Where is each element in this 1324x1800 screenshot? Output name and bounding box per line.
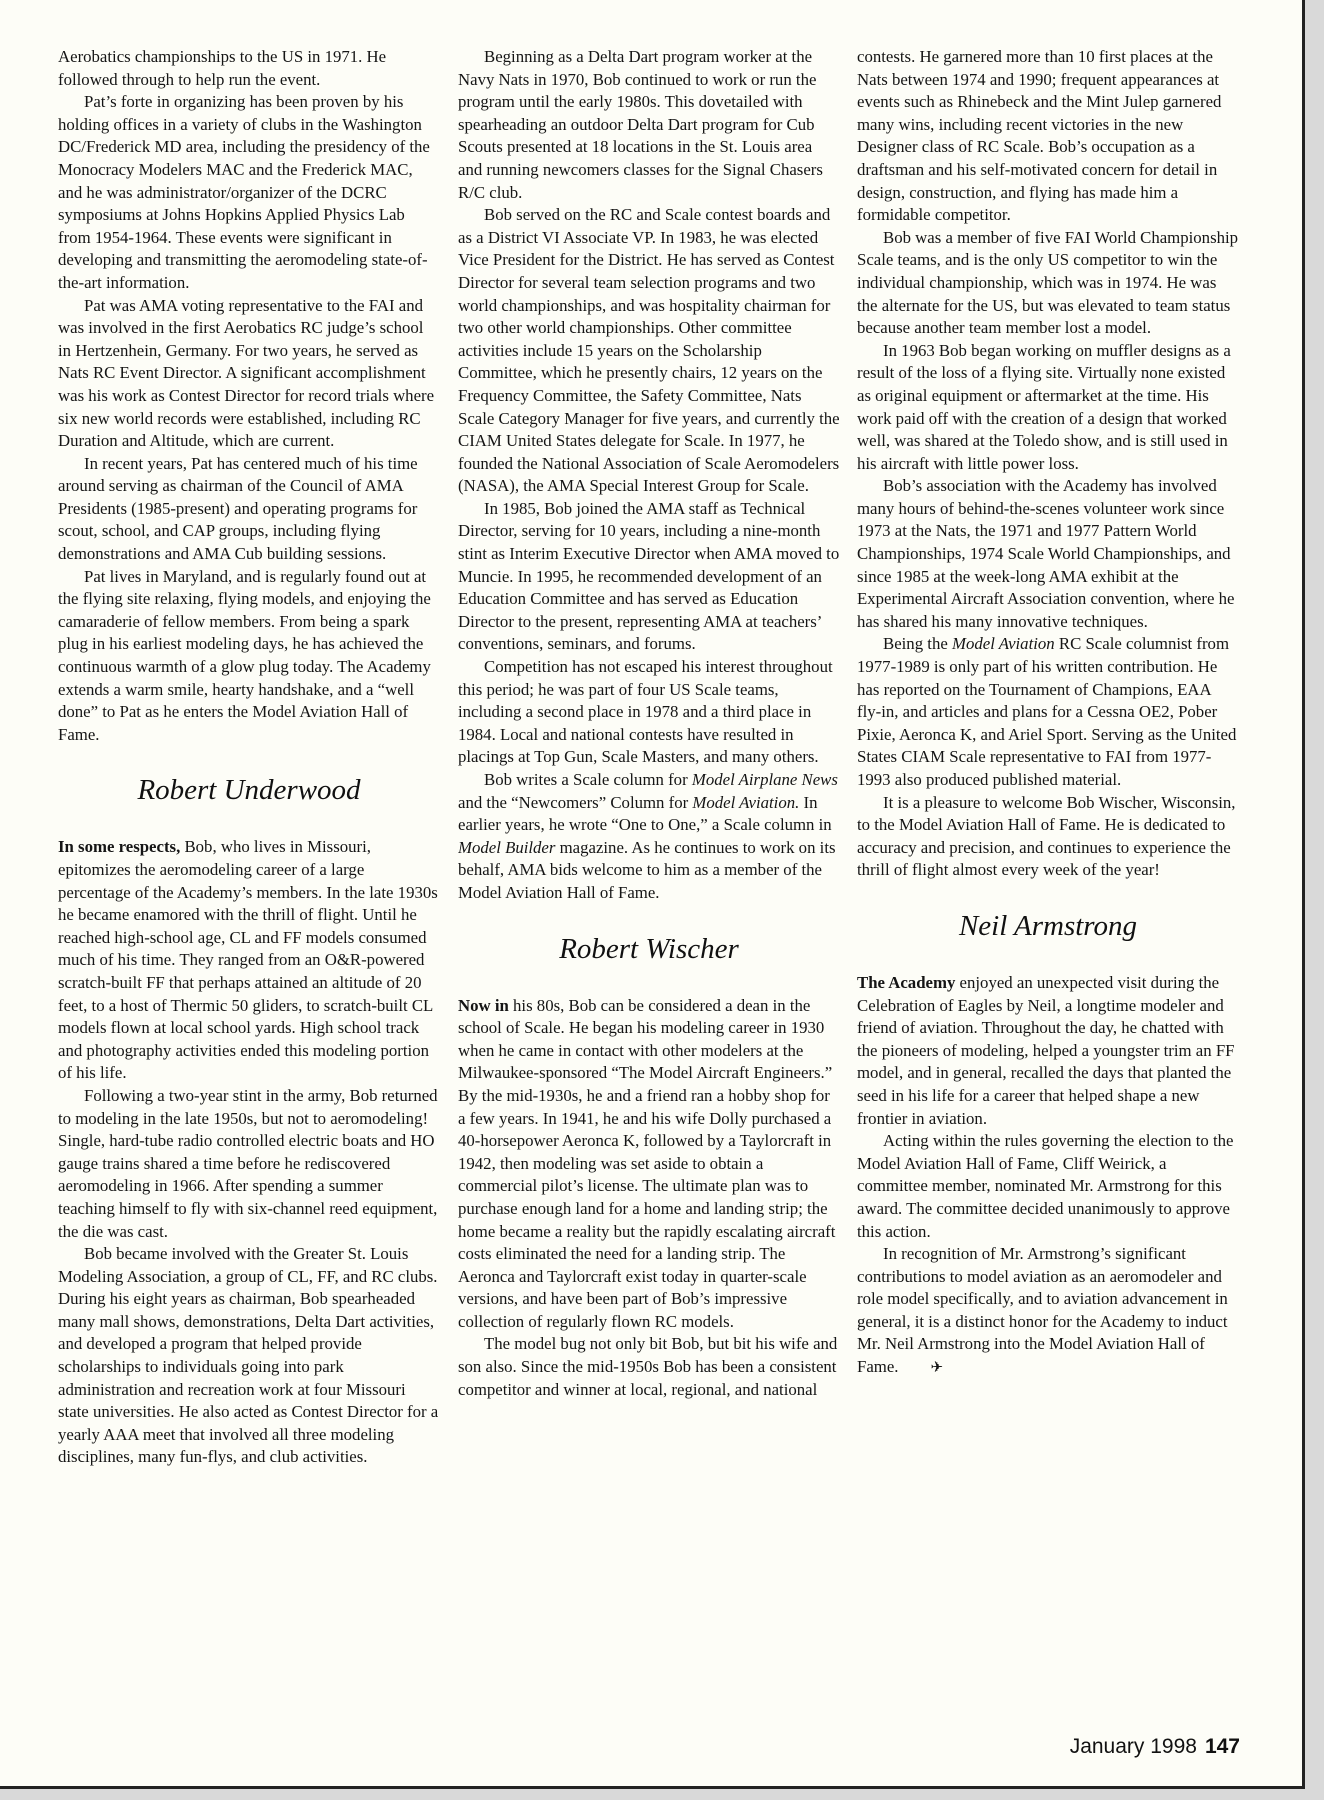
paragraph: Bob’s association with the Academy has involved many hours of behind-the-scenes volunteer work since 1973 at the Nats, the 1971 and 1977 Pattern World Championships, 1974 Scale World Championships, and since 1985 at the week-long AMA exhibit at the Experimental Aircraft Association convention, where he has shared his many innovative techniques. xyxy=(857,476,1235,631)
paragraph: Acting within the rules governing the election to the Model Aviation Hall of Fame, Cliff Weirick, a committee member, nominated Mr. Armstrong for this award. The committee decided unanimously to approve this action. xyxy=(857,1131,1234,1241)
lead-in-text: Now in xyxy=(458,995,509,1015)
paragraph: The model bug not only bit Bob, but bit his wife and son also. Since the mid-1950s Bob has been a consistent competitor and winner at local, regional, and national xyxy=(458,1334,838,1399)
paragraph: Bob became involved with the Greater St. Louis Modeling Association, a group of CL, FF, and RC clubs. During his eight years as chairman, Bob spearheaded many mall shows, demonstrations, Delta Dart activities, and developed a program that helped provide scholarships to individuals going into park administration and recreation work at four Missouri state universities. He also acted as Contest Director for a yearly AAA meet that involved all three modeling disciplines, many fun-flys, and club activities. xyxy=(58,1244,439,1467)
paragraph-text: Being the xyxy=(883,634,952,654)
column-middle xyxy=(458,46,840,1726)
paragraph: It is a pleasure to welcome Bob Wischer, Wisconsin, to the Model Aviation Hall of Fame. He is dedicated to accuracy and precision, and continues to experience the thrill of flight almost every week of the year! xyxy=(857,792,1236,880)
paragraph-text: enjoyed an unexpected visit during the Celebration of Eagles by Neil, a longtime modeler and friend of aviation. Throughout the day, he chatted with the pioneers of modeling, helped a youngster trim an FF model, and in general, recalled the days that planted the seed in his life for a career that helped shape a new frontier in aviation. xyxy=(857,972,1235,1128)
paragraph: Bob was a member of five FAI World Championship Scale teams, and is the only US competitor to win the individual championship, which was in 1974. He was the alternate for the US, but was elevated to team status because another team member lost a model. xyxy=(857,227,1239,338)
paragraph: In 1963 Bob began working on muffler designs as a result of the loss of a flying site. Virtually none existed as original equipment or aftermarket at the time. His work paid off with the creation of a design that worked well, was shared at the Toledo show, and is still used in his aircraft with little power loss. xyxy=(857,340,1231,473)
paragraph-text: RC Scale columnist from 1977-1989 is only part of his written contribution. He has reported on the Tournament of Champions, EAA fly-in, and articles and plans for a Cessna OE2, Pober Pixie, Aeronca K, and Ariel Sport. Serving as the United States CIAM Scale representative to FAI from 1977-1993 also produced published material. xyxy=(857,634,1237,789)
paragraph: Following a two-year stint in the army, Bob returned to modeling in the late 1950s, but not to aeromodeling! Single, hard-tube radio controlled electric boats and HO gauge trains shared a time before he rediscovered aeromodeling in 1966. After spending a summer teaching himself to fly with six-channel reed equipment, the die was cast. xyxy=(58,1085,438,1241)
publication-title: Model Aviation. xyxy=(692,792,800,812)
paragraph-text: his 80s, Bob can be considered a dean in the school of Scale. He began his modeling career in 1930 when he came in contact with other modelers at the Milwaukee-sponsored “The Model Aircraft Engineers.” By the mid-1930s, he and a friend ran a hobby shop for a few years. In 1941, he and his wife Dolly purchased a 40-horsepower Aeronca K, followed by a Taylorcraft in 1942, then modeling was set aside to obtain a commercial pilot’s license. The ultimate plan was to purchase enough land for a home and landing strip; the home became a reality but the rapidly escalating aircraft costs eliminated the need for a landing strip. The Aeronca and Taylorcraft exist today in quarter-scale versions, and have been part of Bob’s impressive collection of regularly flown RC models. xyxy=(458,995,836,1331)
page-number: 147 xyxy=(1204,1735,1240,1758)
paragraph xyxy=(857,972,1239,1130)
paragraph-text: In recognition of Mr. Armstrong’s significant contributions to model aviation as an aeromodeler and role model specifically, and to aviation advancement in general, it is a distinct honor for the Academy to induct Mr. Neil Armstrong into the Model Aviation Hall of Fame. xyxy=(857,1244,1228,1377)
paragraph: In recent years, Pat has centered much of his time around serving as chairman of the Council of AMA Presidents (1985-present) and operating programs for scout, school, and CAP groups, including flying demonstrations and AMA Cub building sessions. xyxy=(58,453,418,564)
paragraph-text: and the “Newcomers” Column for xyxy=(458,792,693,812)
lead-in-text: In some respects, xyxy=(58,837,181,857)
section-heading-neil-armstrong: Neil Armstrong xyxy=(958,909,1138,942)
paragraph: Aerobatics championships to the US in 1971. He followed through to help run the event. xyxy=(58,47,387,89)
paragraph-text: In earlier years, he wrote “One to One,” a Scale column in xyxy=(458,792,832,835)
issue-date: January 1998 xyxy=(1069,1735,1197,1758)
paragraph xyxy=(58,836,440,1085)
page-footer xyxy=(1070,1735,1240,1759)
paragraph: contests. He garnered more than 10 first places at the Nats between 1974 and 1990; frequent appearances at events such as Rhinebeck and the Mint Julep garnered many wins, including recent victories in the new Designer class of RC Scale. Bob’s occupation as a draftsman and his self-motivated concern for detail in design, construction, and flying has made him a formidable competitor. xyxy=(857,47,1222,225)
paragraph: Pat’s forte in organizing has been proven by his holding offices in a variety of clubs in the Washington DC/Frederick MD area, including the presidency of the Monocracy Modelers MAC and the Frederick MAC, and he was administrator/organizer of the DCRC symposiums at Johns Hopkins Applied Physics Lab from 1954-1964. These events were significant in developing and transmitting the aeromodeling state-of-the-art information. xyxy=(58,92,430,292)
paragraph: Competition has not escaped his interest throughout this period; he was part of four US Scale teams, including a second place in 1978 and a third place in 1984. Local and national contests have resulted in placings at Top Gun, Scale Masters, and many others. xyxy=(458,657,833,767)
airplane-icon: ✈ xyxy=(930,1360,944,1377)
paragraph xyxy=(458,995,840,1334)
publication-title: Model Airplane News xyxy=(691,770,838,789)
paragraph xyxy=(458,769,840,905)
paragraph xyxy=(857,1243,1239,1380)
paragraph-text: Bob, who lives in Missouri, epitomizes the aeromodeling career of a large percentage of the Academy’s members. In the late 1930s he became enamored with the thrill of flight. Until he reached high-school age, CL and FF models consumed much of his time. They ranged from an O&R-powered scratch-built FF that perhaps attained an altitude of 20 feet, to a host of Thermic 50 gliders, to scratch-built CL models flown at local school yards. High school track and photography activities ended this modeling portion of his life. xyxy=(58,837,438,1083)
section-heading-robert-wischer: Robert Wischer xyxy=(559,932,739,965)
paragraph xyxy=(857,633,1239,791)
column-right xyxy=(857,46,1239,1726)
publication-title: Model Builder xyxy=(458,837,556,857)
paragraph-text: Bob writes a Scale column for xyxy=(484,770,692,789)
column-left xyxy=(58,46,440,1726)
paragraph: In 1985, Bob joined the AMA staff as Technical Director, serving for 10 years, including a nine-month stint as Interim Executive Director when AMA moved to Muncie. In 1995, he recommended development of an Education Committee and has served as Education Director to the present, representing AMA at teachers’ conventions, seminars, and forums. xyxy=(458,498,840,654)
paragraph: Pat lives in Maryland, and is regularly found out at the flying site relaxing, flying models, and enjoying the camaraderie of fellow members. From being a spark plug in his earliest modeling days, he has achieved the continuous warmth of a glow plug today. The Academy extends a warm smile, hearty handshake, and a “well done” to Pat as he enters the Model Aviation Hall of Fame. xyxy=(58,566,431,744)
paragraph-text: magazine. As he continues to work on its behalf, AMA bids welcome to him as a member of the Model Aviation Hall of Fame. xyxy=(458,837,836,902)
paragraph: Pat was AMA voting representative to the FAI and was involved in the first Aerobatics RC judge’s school in Hertzenhein, Germany. For two years, he served as Nats RC Event Director. A significant accomplishment was his work as Contest Director for record trials where six new world records were established, including RC Duration and Altitude, which are current. xyxy=(58,295,435,451)
publication-title: Model Aviation xyxy=(951,634,1055,654)
lead-in-text: The Academy xyxy=(857,972,956,992)
section-heading-robert-underwood: Robert Underwood xyxy=(137,774,361,807)
paragraph: Beginning as a Delta Dart program worker at the Navy Nats in 1970, Bob continued to work or run the program until the early 1980s. This dovetailed with spearheading an outdoor Delta Dart program for Cub Scouts presented at 18 locations in the St. Louis area and running newcomers classes for the Signal Chasers R/C club. xyxy=(458,47,823,202)
paragraph: Bob served on the RC and Scale contest boards and as a District VI Associate VP. In 1983, he was elected Vice President for the District. He has served as Contest Director for several team selection programs and two world championships, and was hospitality chairman for two other world championships. Other committee activities include 15 years on the Scholarship Committee, which he presently chairs, 12 years on the Frequency Committee, the Safety Committee, Nats Scale Category Manager for five years, and currently the CIAM United States delegate for Scale. In 1977, he founded the National Association of Scale Aeromodelers (NASA), the AMA Special Interest Group for Scale. xyxy=(458,205,840,496)
